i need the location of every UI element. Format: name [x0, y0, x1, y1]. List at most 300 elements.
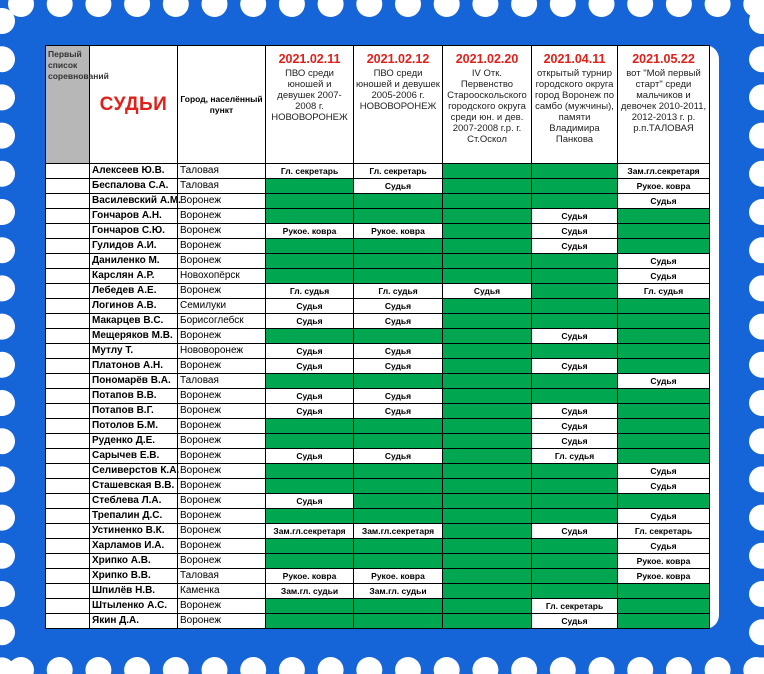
lead-cell [46, 389, 90, 404]
role-cell [532, 164, 618, 179]
role-cell: Гл. судья [354, 284, 443, 299]
role-cell: Гл. судья [618, 284, 710, 299]
role-cell [443, 434, 532, 449]
lead-cell [46, 359, 90, 374]
role-cell [532, 539, 618, 554]
judge-city: Воронеж [178, 359, 266, 374]
table-row [46, 434, 710, 449]
lead-cell [46, 479, 90, 494]
role-cell [266, 614, 354, 629]
role-cell: Судья [618, 509, 710, 524]
judge-city: Воронеж [178, 284, 266, 299]
role-cell [354, 374, 443, 389]
competition-header-1 [266, 46, 354, 164]
role-cell [618, 494, 710, 509]
judge-name: Селиверстов К.А. [90, 464, 178, 479]
lead-cell [46, 299, 90, 314]
role-cell [532, 554, 618, 569]
judge-city: Воронеж [178, 209, 266, 224]
competition-date: 2021.02.12 [366, 52, 430, 66]
judge-city: Воронеж [178, 329, 266, 344]
judge-name: Харламов И.А. [90, 539, 178, 554]
role-cell: Судья [532, 224, 618, 239]
role-cell: Зам.гл. судьи [266, 584, 354, 599]
role-cell [354, 239, 443, 254]
role-cell [532, 389, 618, 404]
role-cell [443, 299, 532, 314]
judge-city: Воронеж [178, 239, 266, 254]
role-cell: Судья [266, 344, 354, 359]
lead-cell [46, 284, 90, 299]
role-cell [266, 209, 354, 224]
role-cell: Рукое. ковра [354, 224, 443, 239]
role-cell [443, 419, 532, 434]
role-cell [266, 329, 354, 344]
role-cell: Рукое. ковра [618, 179, 710, 194]
role-cell [443, 329, 532, 344]
role-cell [618, 314, 710, 329]
judge-name: Карслян А.Р. [90, 269, 178, 284]
lead-cell [46, 374, 90, 389]
role-cell [618, 419, 710, 434]
role-cell [443, 584, 532, 599]
role-cell: Судья [532, 209, 618, 224]
role-cell [266, 179, 354, 194]
role-cell [618, 584, 710, 599]
lead-cell [46, 494, 90, 509]
role-cell: Рукое. ковра [354, 569, 443, 584]
role-cell [354, 464, 443, 479]
lead-cell [46, 419, 90, 434]
role-cell [443, 479, 532, 494]
lead-cell [46, 434, 90, 449]
competition-header-3 [443, 46, 532, 164]
role-cell [443, 509, 532, 524]
role-cell: Судья [266, 449, 354, 464]
lead-cell [46, 209, 90, 224]
table-row [46, 584, 710, 599]
role-cell: Судья [354, 404, 443, 419]
judge-city: Воронеж [178, 494, 266, 509]
competition-desc: ПВО среди юношей и девушек 2007-2008 г. НОВОВОРОНЕЖ [271, 68, 348, 123]
role-cell [443, 254, 532, 269]
role-cell [532, 509, 618, 524]
competition-desc: открытый турнир городского округа город Воронеж по самбо (мужчины), памяти Владимира Панкова [534, 68, 615, 145]
judge-name: Хрипко А.В. [90, 554, 178, 569]
table-row [46, 239, 710, 254]
lead-cell [46, 329, 90, 344]
role-cell [618, 299, 710, 314]
judge-city: Воронеж [178, 449, 266, 464]
table-row [46, 494, 710, 509]
role-cell [443, 389, 532, 404]
lead-cell [46, 194, 90, 209]
role-cell: Судья [266, 494, 354, 509]
role-cell [266, 479, 354, 494]
judge-city: Воронеж [178, 554, 266, 569]
judge-name: Даниленко М. [90, 254, 178, 269]
table-row [46, 599, 710, 614]
role-cell [266, 509, 354, 524]
role-cell [443, 209, 532, 224]
table-row [46, 419, 710, 434]
role-cell [443, 269, 532, 284]
role-cell: Гл. секретарь [618, 524, 710, 539]
role-cell [443, 539, 532, 554]
table-row [46, 614, 710, 629]
role-cell: Судья [618, 269, 710, 284]
role-cell [532, 479, 618, 494]
role-cell [266, 374, 354, 389]
lead-cell [46, 269, 90, 284]
table-row [46, 389, 710, 404]
role-cell [443, 404, 532, 419]
role-cell: Судья [354, 314, 443, 329]
competition-header-4 [532, 46, 618, 164]
role-cell [443, 314, 532, 329]
role-cell: Судья [618, 374, 710, 389]
role-cell: Зам.гл.секретаря [354, 524, 443, 539]
judge-city: Воронеж [178, 614, 266, 629]
role-cell [618, 449, 710, 464]
judge-name: Мещеряков М.В. [90, 329, 178, 344]
role-cell [266, 464, 354, 479]
table-row [46, 164, 710, 179]
role-cell [532, 464, 618, 479]
role-cell [532, 269, 618, 284]
role-cell [443, 194, 532, 209]
lead-cell [46, 239, 90, 254]
role-cell [532, 299, 618, 314]
role-cell: Судья [266, 389, 354, 404]
judge-name: Беспалова С.А. [90, 179, 178, 194]
judge-name: Сташевская В.В. [90, 479, 178, 494]
judge-city: Воронеж [178, 464, 266, 479]
judge-city: Воронеж [178, 524, 266, 539]
judges-sheet [45, 45, 719, 629]
role-cell [618, 329, 710, 344]
lead-cell [46, 179, 90, 194]
table-row [46, 449, 710, 464]
lead-cell [46, 449, 90, 464]
table-row [46, 374, 710, 389]
role-cell [354, 254, 443, 269]
table-row [46, 299, 710, 314]
judge-city: Нововоронеж [178, 344, 266, 359]
role-cell [618, 404, 710, 419]
role-cell: Судья [532, 329, 618, 344]
table-row [46, 194, 710, 209]
city-header: Город, населённый пункт [178, 46, 266, 164]
competition-header-5 [618, 46, 710, 164]
lead-cell [46, 554, 90, 569]
judge-city: Борисоглебск [178, 314, 266, 329]
role-cell: Рукое. ковра [266, 569, 354, 584]
table-row [46, 209, 710, 224]
competition-date: 2021.04.11 [543, 52, 606, 66]
role-cell: Судья [618, 194, 710, 209]
lead-cell [46, 584, 90, 599]
role-cell [618, 359, 710, 374]
role-cell: Судья [354, 359, 443, 374]
judge-name: Логинов А.В. [90, 299, 178, 314]
judge-name: Стеблева Л.А. [90, 494, 178, 509]
role-cell [354, 329, 443, 344]
judge-city: Таловая [178, 374, 266, 389]
role-cell [443, 359, 532, 374]
table-row [46, 254, 710, 269]
judge-city: Воронеж [178, 479, 266, 494]
role-cell: Судья [532, 614, 618, 629]
lead-cell [46, 404, 90, 419]
lead-cell [46, 254, 90, 269]
role-cell: Судья [618, 539, 710, 554]
role-cell [532, 194, 618, 209]
judge-city: Воронеж [178, 509, 266, 524]
judge-city: Воронеж [178, 599, 266, 614]
role-cell [618, 599, 710, 614]
table-row [46, 539, 710, 554]
table-row [46, 179, 710, 194]
competition-date: 2021.02.11 [278, 52, 341, 66]
role-cell [532, 569, 618, 584]
role-cell [266, 239, 354, 254]
judges-title: СУДЬИ [90, 46, 178, 164]
table-row [46, 344, 710, 359]
competition-date: 2021.05.22 [632, 52, 695, 66]
role-cell [443, 569, 532, 584]
lead-cell [46, 524, 90, 539]
role-cell: Судья [354, 389, 443, 404]
role-cell [354, 614, 443, 629]
role-cell: Судья [532, 434, 618, 449]
role-cell [354, 509, 443, 524]
role-cell: Зам.гл. судьи [354, 584, 443, 599]
table-row [46, 269, 710, 284]
judge-city: Воронеж [178, 434, 266, 449]
judge-city: Воронеж [178, 389, 266, 404]
judge-name: Платонов А.Н. [90, 359, 178, 374]
lead-cell [46, 164, 90, 179]
role-cell [618, 344, 710, 359]
role-cell [354, 539, 443, 554]
role-cell [443, 239, 532, 254]
role-cell [532, 284, 618, 299]
role-cell [354, 419, 443, 434]
role-cell: Судья [618, 464, 710, 479]
judge-city: Семилуки [178, 299, 266, 314]
role-cell: Судья [354, 344, 443, 359]
judges-table-body [46, 164, 710, 629]
table-row [46, 509, 710, 524]
role-cell [443, 599, 532, 614]
role-cell: Гл. судья [266, 284, 354, 299]
role-cell [532, 314, 618, 329]
role-cell [443, 524, 532, 539]
role-cell: Судья [266, 404, 354, 419]
judge-name: Гончаров А.Н. [90, 209, 178, 224]
role-cell: Зам.гл.секретаря [266, 524, 354, 539]
judge-name: Алексеев Ю.В. [90, 164, 178, 179]
role-cell [354, 434, 443, 449]
judge-city: Новохопёрск [178, 269, 266, 284]
judge-city: Таловая [178, 164, 266, 179]
judge-city: Воронеж [178, 419, 266, 434]
role-cell [443, 494, 532, 509]
role-cell: Судья [354, 299, 443, 314]
role-cell [266, 539, 354, 554]
role-cell: Судья [354, 449, 443, 464]
role-cell: Судья [532, 419, 618, 434]
role-cell [266, 254, 354, 269]
role-cell: Гл. секретарь [532, 599, 618, 614]
judge-city: Воронеж [178, 194, 266, 209]
role-cell: Судья [266, 314, 354, 329]
lead-cell [46, 509, 90, 524]
role-cell [618, 614, 710, 629]
judge-name: Макарцев В.С. [90, 314, 178, 329]
judge-name: Пономарёв В.А. [90, 374, 178, 389]
table-row [46, 569, 710, 584]
judge-name: Штыленко А.С. [90, 599, 178, 614]
judge-name: Гончаров С.Ю. [90, 224, 178, 239]
role-cell [443, 374, 532, 389]
competition-desc: ПВО среди юношей и девушек 2005-2006 г. НОВОВОРОНЕЖ [356, 68, 440, 112]
role-cell [443, 614, 532, 629]
role-cell [266, 599, 354, 614]
role-cell [354, 269, 443, 284]
role-cell [266, 269, 354, 284]
judge-city: Воронеж [178, 224, 266, 239]
role-cell [532, 584, 618, 599]
role-cell: Судья [354, 179, 443, 194]
role-cell: Судья [618, 479, 710, 494]
role-cell: Судья [266, 299, 354, 314]
lead-cell [46, 314, 90, 329]
role-cell [618, 239, 710, 254]
competition-date: 2021.02.20 [455, 52, 519, 66]
table-row [46, 329, 710, 344]
role-cell: Судья [532, 524, 618, 539]
judge-name: Лебедев А.Е. [90, 284, 178, 299]
role-cell [618, 434, 710, 449]
role-cell [266, 554, 354, 569]
table-row [46, 404, 710, 419]
judge-city: Воронеж [178, 254, 266, 269]
role-cell [266, 419, 354, 434]
first-list-header: Первый список соревнований [46, 46, 90, 164]
role-cell: Гл. секретарь [266, 164, 354, 179]
role-cell: Гл. секретарь [354, 164, 443, 179]
lead-cell [46, 599, 90, 614]
table-row [46, 479, 710, 494]
role-cell: Судья [266, 359, 354, 374]
role-cell: Гл. судья [532, 449, 618, 464]
table-row [46, 554, 710, 569]
lead-cell [46, 539, 90, 554]
role-cell: Зам.гл.секретаря [618, 164, 710, 179]
judge-name: Устиненко В.К. [90, 524, 178, 539]
table-row [46, 464, 710, 479]
judge-name: Потолов Б.М. [90, 419, 178, 434]
judges-table [45, 45, 710, 629]
role-cell [266, 434, 354, 449]
lead-cell [46, 464, 90, 479]
role-cell [354, 494, 443, 509]
table-row [46, 284, 710, 299]
role-cell [354, 554, 443, 569]
role-cell [443, 164, 532, 179]
role-cell [443, 344, 532, 359]
competition-desc: вот "Мой первый старт" среди мальчиков и девочек 2010-2011, 2012-2013 г. р. р.п.ТАЛОВАЯ [620, 68, 707, 134]
role-cell [266, 194, 354, 209]
judge-city: Воронеж [178, 539, 266, 554]
role-cell [354, 209, 443, 224]
role-cell: Судья [532, 239, 618, 254]
judge-name: Якин Д.А. [90, 614, 178, 629]
role-cell [532, 494, 618, 509]
judge-name: Трепалин Д.С. [90, 509, 178, 524]
table-header-row [46, 46, 710, 164]
judge-name: Гулидов А.И. [90, 239, 178, 254]
lead-cell [46, 569, 90, 584]
table-row [46, 224, 710, 239]
role-cell [532, 254, 618, 269]
judge-name: Потапов В.Г. [90, 404, 178, 419]
table-row [46, 314, 710, 329]
judge-city: Воронеж [178, 404, 266, 419]
role-cell: Рукое. ковра [266, 224, 354, 239]
role-cell [532, 179, 618, 194]
role-cell [354, 479, 443, 494]
competition-header-2 [354, 46, 443, 164]
judge-name: Хрипко В.В. [90, 569, 178, 584]
role-cell [618, 389, 710, 404]
role-cell [443, 464, 532, 479]
role-cell [443, 179, 532, 194]
judge-city: Каменка [178, 584, 266, 599]
judge-name: Василевский А.М. [90, 194, 178, 209]
role-cell [618, 209, 710, 224]
role-cell [618, 224, 710, 239]
judge-name: Руденко Д.Е. [90, 434, 178, 449]
role-cell [443, 224, 532, 239]
role-cell: Рукое. ковра [618, 554, 710, 569]
role-cell [532, 374, 618, 389]
judge-name: Потапов В.В. [90, 389, 178, 404]
lead-cell [46, 344, 90, 359]
judge-name: Сарычев Е.В. [90, 449, 178, 464]
judge-city: Таловая [178, 179, 266, 194]
role-cell: Судья [618, 254, 710, 269]
table-row [46, 359, 710, 374]
role-cell: Судья [532, 404, 618, 419]
judge-name: Шпилёв Н.В. [90, 584, 178, 599]
role-cell: Судья [532, 359, 618, 374]
lead-cell [46, 224, 90, 239]
role-cell: Рукое. ковра [618, 569, 710, 584]
judge-name: Мутлу Т. [90, 344, 178, 359]
judge-city: Таловая [178, 569, 266, 584]
role-cell [354, 599, 443, 614]
table-row [46, 524, 710, 539]
lead-cell [46, 614, 90, 629]
competition-desc: IV Отк. Первенство Старооскольского городского округа среди юн. и дев. 2007-2008 г.р. г. Ст.Оскол [447, 68, 527, 145]
role-cell [443, 449, 532, 464]
role-cell [354, 194, 443, 209]
role-cell [532, 344, 618, 359]
role-cell [443, 554, 532, 569]
